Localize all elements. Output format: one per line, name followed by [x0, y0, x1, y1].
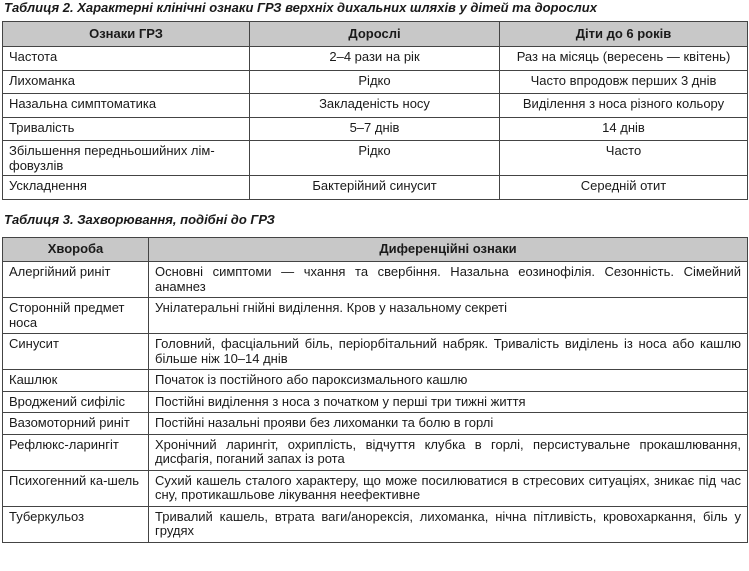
table3-header-cell: Хвороба [3, 238, 149, 262]
table-row [3, 70, 748, 94]
table-cell: Тривалий кашель, втрата ваги/анорексія, лихоманка, нічна пітливість, кровохаркання, біль у грудях [149, 506, 748, 542]
table-cell: Часто впродовж перших 3 днів [500, 70, 748, 94]
table-cell: Рідко [250, 141, 500, 176]
table-cell: Кашлюк [3, 370, 149, 392]
table-cell: Назальна симптоматика [3, 94, 250, 118]
table2-caption: Таблиця 2. Характерні клінічні ознаки ГРЗ верхніх дихальних шляхів у дітей та дорослих [4, 0, 597, 15]
table3-header-row [3, 238, 748, 262]
table-cell: Сторонній предмет носа [3, 298, 149, 334]
table-cell: 5–7 днів [250, 117, 500, 141]
table2-header-row [3, 22, 748, 47]
table-cell: Постійні назальні прояви без лихоманки та болю в горлі [149, 413, 748, 435]
table-row [3, 262, 748, 298]
table-cell: Рефлюкс-ларингіт [3, 434, 149, 470]
table2-header-cell: Ознаки ГРЗ [3, 22, 250, 47]
table-cell: Сухий кашель сталого характеру, що може посилюватися в стресових ситуаціях, зникає під час сну, протикашльове лікування неефективне [149, 470, 748, 506]
table-cell: Хронічний ларингіт, охриплість, відчуття клубка в горлі, персистувальне прокашлювання, дисфагія, поганий запах із рота [149, 434, 748, 470]
table-cell: Синусит [3, 334, 149, 370]
table-cell: Рідко [250, 70, 500, 94]
table-cell: Початок із постійного або пароксизмального кашлю [149, 370, 748, 392]
table-cell: Бактерійний синусит [250, 176, 500, 200]
table-cell: Унілатеральні гнійні виділення. Кров у назальному секреті [149, 298, 748, 334]
table-cell: 14 днів [500, 117, 748, 141]
table-row [3, 117, 748, 141]
table-row [3, 334, 748, 370]
table-cell: Алергійний риніт [3, 262, 149, 298]
table-cell: Лихоманка [3, 70, 250, 94]
table-row [3, 94, 748, 118]
table-cell: Частота [3, 47, 250, 71]
table-row [3, 391, 748, 413]
table-row [3, 413, 748, 435]
table-cell: Середній отит [500, 176, 748, 200]
table-row [3, 506, 748, 542]
table3-caption: Таблиця 3. Захворювання, подібні до ГРЗ [4, 212, 275, 227]
table-cell: Туберкульоз [3, 506, 149, 542]
table-cell: Раз на місяць (вересень — квітень) [500, 47, 748, 71]
table-cell: Психогенний ка-шель [3, 470, 149, 506]
table-row [3, 47, 748, 71]
table-cell: Часто [500, 141, 748, 176]
table-cell: Вазомоторний риніт [3, 413, 149, 435]
table2 [2, 21, 748, 200]
table3 [2, 237, 748, 543]
table-cell: Закладеність носу [250, 94, 500, 118]
table-row [3, 176, 748, 200]
table-cell: Вроджений сифіліс [3, 391, 149, 413]
table-cell: Основні симптоми — чхання та свербіння. Назальна еозинофілія. Сезонність. Сімейний анамнез [149, 262, 748, 298]
table-cell: 2–4 рази на рік [250, 47, 500, 71]
table-row [3, 370, 748, 392]
table-cell: Ускладнення [3, 176, 250, 200]
table2-header-cell: Дорослі [250, 22, 500, 47]
table3-header-cell: Диференційні ознаки [149, 238, 748, 262]
table-cell: Головний, фасціальний біль, періорбітальний набряк. Тривалість виділень із носа або кашлю більше ніж 10–14 днів [149, 334, 748, 370]
table-row [3, 434, 748, 470]
table-cell: Виділення з носа різного кольору [500, 94, 748, 118]
table-cell: Тривалість [3, 117, 250, 141]
table-row [3, 470, 748, 506]
table-cell: Постійні виділення з носа з початком у перші три тижні життя [149, 391, 748, 413]
table2-header-cell: Діти до 6 років [500, 22, 748, 47]
table-cell: Збільшення передньошийних лім-фовузлів [3, 141, 250, 176]
table-row [3, 141, 748, 176]
table-row [3, 298, 748, 334]
